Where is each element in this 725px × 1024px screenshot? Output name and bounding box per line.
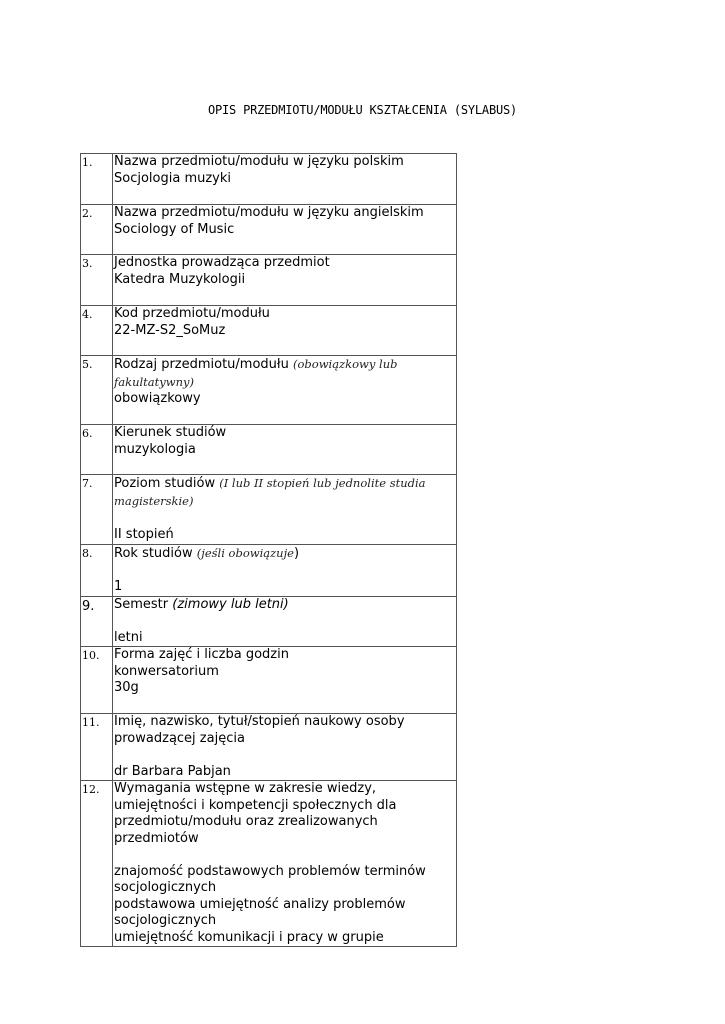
- row-value-line: umiejętność komunikacji i pracy w grupie: [114, 929, 384, 945]
- row-content: [113, 356, 457, 425]
- row-content: [113, 154, 457, 205]
- row-content: [113, 714, 457, 781]
- row-content: [113, 596, 457, 647]
- row-number: 12.: [81, 781, 113, 947]
- row-value-line: konwersatorium: [114, 663, 219, 679]
- row-value: Socjologia muzyki: [114, 170, 232, 186]
- table-row: [81, 475, 457, 545]
- row-number: 8.: [81, 545, 113, 597]
- row-number: 11.: [81, 714, 113, 781]
- table-row: [81, 356, 457, 425]
- table-row: [81, 205, 457, 255]
- row-hint-close: ): [293, 546, 300, 561]
- row-content: [113, 306, 457, 356]
- row-content: [113, 647, 457, 714]
- row-number: 1.: [81, 154, 113, 205]
- row-content: [113, 255, 457, 306]
- row-value: dr Barbara Pabjan: [114, 763, 231, 779]
- row-value: obowiązkowy: [114, 391, 201, 406]
- row-label: Nazwa przedmiotu/modułu w języku angielskim: [114, 205, 424, 220]
- row-hint: (jeśli obowiązuje: [196, 546, 294, 560]
- row-content: [113, 475, 457, 545]
- table-row: [81, 781, 457, 947]
- row-number: 9.: [81, 596, 113, 647]
- row-number: 7.: [81, 475, 113, 545]
- row-number: 10.: [81, 647, 113, 714]
- row-content: [113, 781, 457, 947]
- row-number: 5.: [81, 356, 113, 425]
- row-label: Nazwa przedmiotu/modułu w języku polskim: [114, 154, 404, 169]
- row-hint: (I lub II stopień lub jednolite studia magisterskie): [114, 476, 426, 508]
- table-row: [81, 596, 457, 647]
- row-label: Rodzaj przedmiotu/modułu: [114, 357, 289, 372]
- row-label: Kierunek studiów: [114, 425, 227, 440]
- row-hint: (obowiązkowy lub fakultatywny): [114, 357, 398, 389]
- table-row: [81, 154, 457, 205]
- row-content: [113, 425, 457, 475]
- table-row: [81, 647, 457, 714]
- row-value-line: podstawowa umiejętność analizy problemów socjologicznych: [114, 896, 406, 928]
- table-row: [81, 425, 457, 475]
- row-label: Kod przedmiotu/modułu: [114, 306, 270, 321]
- row-value: letni: [114, 629, 143, 645]
- document-title: OPIS PRZEDMIOTU/MODUŁU KSZTAŁCENIA (SYLABUS): [207, 103, 518, 117]
- row-label: Jednostka prowadząca przedmiot: [114, 255, 330, 270]
- table-row: [81, 714, 457, 781]
- row-value: Sociology of Music: [114, 221, 235, 237]
- row-label: Rok studiów: [114, 546, 193, 561]
- row-value: 22-MZ-S2_SoMuz: [114, 322, 226, 338]
- row-value-line: 30g: [114, 680, 139, 695]
- row-label: Poziom studiów: [114, 476, 216, 491]
- row-number: 6.: [81, 425, 113, 475]
- row-label: Forma zajęć i liczba godzin: [114, 647, 289, 662]
- row-content: [113, 205, 457, 255]
- row-value: II stopień: [114, 526, 174, 542]
- row-value: Katedra Muzykologii: [114, 271, 246, 287]
- table-row: [81, 255, 457, 306]
- row-value-line: znajomość podstawowych problemów terminów socjologicznych: [114, 863, 426, 895]
- row-hint: (zimowy lub letni): [172, 596, 289, 612]
- row-label: Semestr: [114, 596, 169, 612]
- row-number: 2.: [81, 205, 113, 255]
- row-number: 4.: [81, 306, 113, 356]
- table-row: [81, 306, 457, 356]
- row-label: Wymagania wstępne w zakresie wiedzy, umiejętności i kompetencji społecznych dla przedmiotu/modułu oraz zrealizowanych przedmiotów: [114, 781, 397, 846]
- table-row: [81, 545, 457, 597]
- row-label: Imię, nazwisko, tytuł/stopień naukowy osoby prowadzącej zajęcia: [114, 714, 405, 746]
- row-content: [113, 545, 457, 597]
- row-number: 3.: [81, 255, 113, 306]
- syllabus-table: [80, 153, 457, 947]
- row-value: muzykologia: [114, 441, 196, 457]
- row-value: 1: [114, 579, 123, 594]
